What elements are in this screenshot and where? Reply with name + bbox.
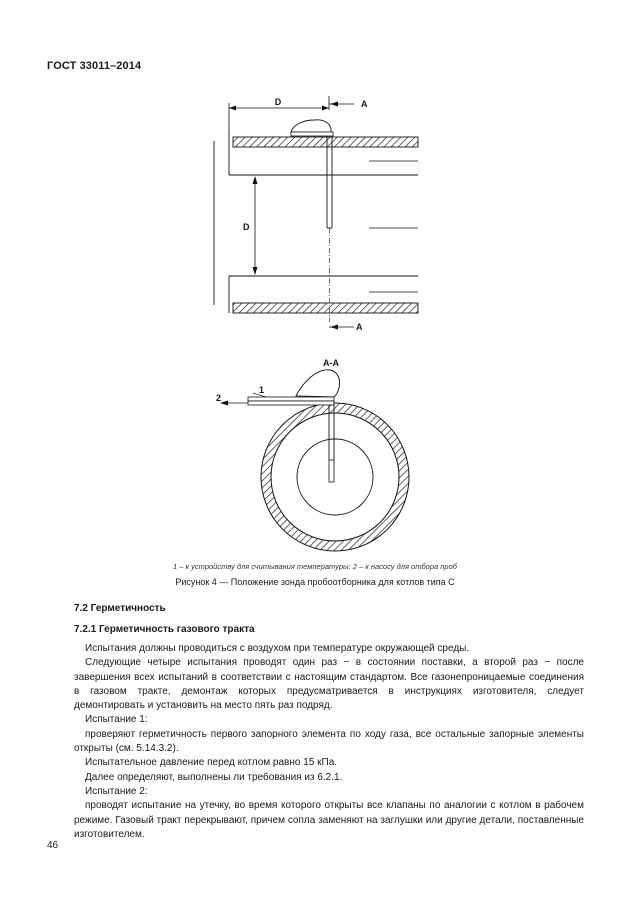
figure-note: 1 – к устройству для считывания температуры; 2 – к насосу для отбора проб	[173, 562, 457, 571]
body-text	[74, 642, 584, 842]
paragraph: Испытание 2:	[85, 785, 148, 797]
section-mark-top-label: A	[361, 99, 368, 109]
section-mark-bottom-label: A	[356, 322, 363, 332]
section-mark-bottom	[329, 322, 363, 332]
callout-1	[253, 385, 266, 397]
dimension-left	[243, 176, 258, 275]
subsection-heading: 7.2.1 Герметичность газового тракта	[74, 624, 255, 635]
paragraph: проводят испытание на утечку, во время которого открыты все клапаны по аналогии с котлом в рабочем режиме. Газовый тракт перекрывают, причем сопла заменяют на заглушки или другие детали, поставленные изготовителем.	[74, 800, 584, 840]
paragraph: Далее определяют, выполнены ли требования из 6.2.1.	[85, 771, 343, 783]
callout-1-label: 1	[259, 385, 265, 395]
figure-caption: Рисунок 4 — Положение зонда пробоотборника для котлов типа С	[175, 577, 455, 587]
pipe-cross-section	[261, 403, 409, 551]
callout-2	[216, 393, 248, 406]
page-number: 46	[47, 840, 59, 851]
probe-elevation	[291, 120, 333, 322]
paragraph: Следующие четыре испытания проводят один раз − в состоянии поставки, а второй раз − после завершения всех испытаний в соответствии с настоящим стандартом. Все газонепроницаемые соединения в газовом тракте, демонтаж которых предусматривается в инструкциях изготовителя, следует демонтировать и установить на место пять раз подряд.	[74, 657, 584, 712]
callout-2-label: 2	[216, 393, 222, 403]
paragraph: проверяют герметичность первого запорного элемента по ходу газа, все остальные запорные элементы открыты (см. 5.14.3.2).	[74, 728, 584, 755]
paragraph: Испытание 1:	[85, 714, 148, 726]
dim-label-top: D	[274, 97, 282, 107]
paragraph: Испытания должны проводиться с воздухом при температуре окружающей среды.	[85, 643, 470, 654]
dim-label-left: D	[243, 222, 250, 232]
standard-designation: ГОСТ 33011–2014	[47, 60, 142, 72]
section-heading: 7.2 Герметичность	[74, 603, 166, 614]
section-title: A-A	[323, 358, 339, 368]
paragraph: Испытательное давление перед котлом равно 15 кПа.	[85, 757, 338, 769]
section-mark-top	[329, 99, 368, 109]
